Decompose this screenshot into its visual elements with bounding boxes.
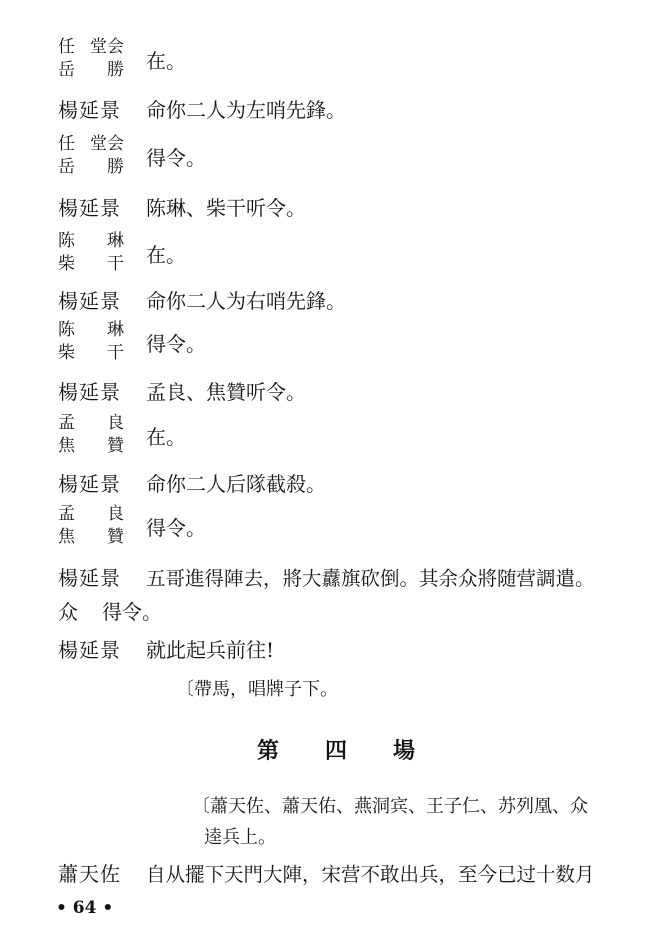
dialogue-text: 在。 xyxy=(146,242,186,267)
speaker-name: 焦 xyxy=(58,527,75,547)
speaker-name: 岳 xyxy=(58,157,75,177)
speaker-name: 堂会 xyxy=(90,134,124,154)
speaker-name: 良 xyxy=(107,504,124,524)
speaker-name: 楊延景 xyxy=(58,566,121,590)
dialogue-text: 命你二人后隊截殺。 xyxy=(146,472,326,496)
dialogue-text: 命你二人为右哨先鋒。 xyxy=(146,289,346,313)
dialogue-text: 孟良、焦贊听令。 xyxy=(146,380,306,404)
speaker-name: 堂会 xyxy=(90,37,124,57)
dialogue-line xyxy=(58,596,162,625)
scene-title-char: 四 xyxy=(324,739,347,764)
speaker-name: 柴 xyxy=(58,343,75,363)
speaker-pair xyxy=(58,133,146,179)
dialogue-text: 就此起兵前往! xyxy=(146,638,275,662)
dialogue-text: 得令。 xyxy=(146,515,206,540)
dialogue-line xyxy=(58,319,206,365)
dialogue-text: 陈琳、柴干听令。 xyxy=(146,196,306,220)
speaker-name: 孟 xyxy=(58,504,75,524)
dialogue-line xyxy=(58,94,346,123)
speaker-name: 岳 xyxy=(58,60,75,80)
speaker-pair xyxy=(58,412,146,458)
dialogue-text: 在。 xyxy=(146,48,186,73)
dialogue-text: 五哥進得陣去，將大纛旗砍倒。其余众將随营調遣。 xyxy=(146,566,595,590)
dialogue-line xyxy=(58,376,306,405)
speaker-name: 楊延景 xyxy=(58,98,121,122)
speaker-name: 陈 xyxy=(58,320,75,340)
dialogue-line xyxy=(58,285,346,314)
speaker-name: 良 xyxy=(107,413,124,433)
speaker-name: 蕭天佐 xyxy=(58,862,121,886)
page-number: • 64 • xyxy=(56,898,114,918)
speaker-name: 焦 xyxy=(58,436,75,456)
speaker-name: 楊延景 xyxy=(58,196,121,220)
speaker-name: 干 xyxy=(107,343,124,363)
stage-direction: 〔帶馬，唱牌子下。 xyxy=(176,679,338,700)
dialogue-line xyxy=(58,503,206,549)
stage-direction: 〔蕭天佐、蕭天佑、燕洞宾、王子仁、苏列凰、众 xyxy=(192,796,588,817)
speaker-name: 楊延景 xyxy=(58,289,121,313)
speaker-name: 楊延景 xyxy=(58,638,121,662)
speaker-pair xyxy=(58,319,146,365)
speaker-name: 勝 xyxy=(107,60,124,80)
dialogue-text: 自从擺下天門大陣，宋营不敢出兵，至今已过十数月 xyxy=(146,862,595,886)
speaker-name: 贊 xyxy=(107,436,124,456)
speaker-name: 琳 xyxy=(107,231,124,251)
speaker-name: 陈 xyxy=(58,231,75,251)
dialogue-line xyxy=(58,192,306,221)
speaker-name: 任 xyxy=(58,37,75,57)
speaker-name: 楊延景 xyxy=(58,472,121,496)
dialogue-text: 得令。 xyxy=(146,145,206,170)
dialogue-line xyxy=(58,36,186,82)
dialogue-line xyxy=(58,230,186,276)
dialogue-line xyxy=(58,468,326,497)
dialogue-line xyxy=(58,634,274,663)
speaker-name: 任 xyxy=(58,134,75,154)
scene-title-char: 第 xyxy=(256,739,279,764)
scene-title xyxy=(0,734,672,765)
dialogue-line xyxy=(58,133,206,179)
dialogue-text: 得令。 xyxy=(146,331,206,356)
stage-direction-continued: 逵兵上。 xyxy=(204,827,276,848)
speaker-name: 干 xyxy=(107,254,124,274)
scene-title-char: 場 xyxy=(393,739,416,764)
speaker-name: 柴 xyxy=(58,254,75,274)
dialogue-line xyxy=(58,562,595,591)
dialogue-text: 得令。 xyxy=(102,600,162,624)
dialogue-text: 在。 xyxy=(146,424,186,449)
speaker-name: 孟 xyxy=(58,413,75,433)
speaker-pair xyxy=(58,503,146,549)
dialogue-text: 命你二人为左哨先鋒。 xyxy=(146,98,346,122)
speaker-name: 琳 xyxy=(107,320,124,340)
speaker-name: 众 xyxy=(58,600,79,624)
speaker-name: 贊 xyxy=(107,527,124,547)
dialogue-line xyxy=(58,412,186,458)
speaker-name: 楊延景 xyxy=(58,380,121,404)
speaker-name: 勝 xyxy=(107,157,124,177)
dialogue-line xyxy=(58,858,595,887)
speaker-pair xyxy=(58,230,146,276)
speaker-pair xyxy=(58,36,146,82)
